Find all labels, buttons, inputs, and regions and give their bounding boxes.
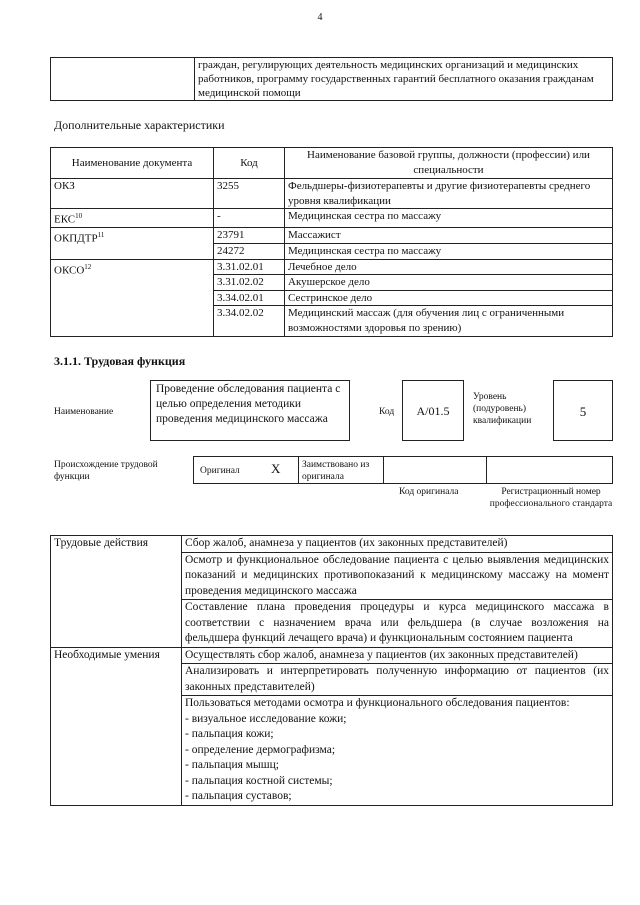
section-title: 3.1.1. Трудовая функция <box>54 354 186 368</box>
table-row <box>51 536 613 553</box>
table-row <box>51 228 613 244</box>
code-cell: - <box>214 209 285 228</box>
original-mark: X <box>271 461 281 476</box>
empty-cell <box>51 58 195 101</box>
code-label: Код <box>379 407 395 417</box>
level-label: Уровень (подуровень) квалификации <box>473 392 532 426</box>
name-cell: Фельдшеры-физиотерапевты и другие физиотерапевты среднего уровня квалификации <box>285 179 613 209</box>
continued-text: граждан, регулирующих деятельность медицинских организаций и медицинских работников, программу государственных гарантий бесплатного оказания гражданам медицинской помощи <box>195 58 613 101</box>
action-item: Сбор жалоб, анамнеза у пациентов (их законных представителей) <box>182 536 613 553</box>
code-cell: 23791 <box>214 228 285 244</box>
name-label: Наименование <box>54 407 114 417</box>
doc-okpdtr: ОКПДТР$^{11}$ <box>51 228 214 259</box>
skill-item: Осуществлять сбор жалоб, анамнеза у пациентов (их законных представителей) <box>182 647 613 664</box>
actions-label: Трудовые действия <box>51 536 182 648</box>
action-item: Составление плана проведения процедуры и курса медицинского массажа в соответствии с назначением врача или фельдшера (в случае возложения на фельдшера функций лечащего врача) и функциональным состоянием пациента <box>182 600 613 648</box>
additional-table <box>50 147 613 337</box>
header-code: Код <box>214 148 285 179</box>
function-code: A/01.5 <box>402 380 464 441</box>
code-cell: 3.34.02.02 <box>214 306 285 336</box>
list-item: - визуальное исследование кожи; <box>185 712 347 725</box>
details-table <box>50 535 613 806</box>
code-cell: 3.31.02.02 <box>214 275 285 291</box>
divider <box>298 456 299 484</box>
header-name: Наименование базовой группы, должности (профессии) или специальности <box>285 148 613 179</box>
table-row <box>51 209 613 228</box>
doc-okz: ОКЗ <box>51 179 214 209</box>
continued-table <box>50 57 613 101</box>
original-label: Оригинал <box>200 466 240 476</box>
action-item: Осмотр и функциональное обследование пациента с целью выявления медицинских показаний и медицинских противопоказаний к медицинскому массажу на момент проведения медицинского массажа <box>182 552 613 600</box>
name-cell: Акушерское дело <box>285 275 613 291</box>
origin-box <box>193 456 613 484</box>
name-cell: Медицинский массаж (для обучения лиц с ограниченными возможностями здоровья по зрению) <box>285 306 613 336</box>
skill-item <box>182 696 613 806</box>
name-cell: Массажист <box>285 228 613 244</box>
origin-label: Происхождение трудовой функции <box>54 460 158 482</box>
function-name: Проведение обследования пациента с целью определения методики проведения медицинского массажа <box>150 380 350 441</box>
list-item: - пальпация суставов; <box>185 790 292 802</box>
code-cell: 3.34.02.01 <box>214 290 285 306</box>
list-item: - пальпация мышц; <box>185 759 279 771</box>
doc-eks: ЕКС$^{10}$ <box>51 209 214 228</box>
list-item: - пальпация костной системы; <box>185 774 333 787</box>
divider <box>486 456 487 484</box>
level-value: 5 <box>553 380 613 441</box>
code-cell: 24272 <box>214 244 285 260</box>
additional-title: Дополнительные характеристики <box>54 118 225 132</box>
list-item: - пальпация кожи; <box>185 728 274 740</box>
name-cell: Медицинская сестра по массажу <box>285 244 613 260</box>
list-item: - определение дермографизма; <box>185 743 336 756</box>
divider <box>383 456 384 484</box>
page-number: 4 <box>317 12 323 23</box>
skill-item: Анализировать и интерпретировать полученную информацию от пациентов (их законных представителей) <box>182 664 613 696</box>
borrowed-label: Заимствовано из оригинала <box>302 460 370 482</box>
skill-intro: Пользоваться методами осмотра и функционального обследования пациентов: <box>185 697 570 709</box>
reg-number-label: Регистрационный номер профессионального стандарта <box>489 487 613 509</box>
name-cell: Лечебное дело <box>285 259 613 275</box>
name-cell: Сестринское дело <box>285 290 613 306</box>
code-cell: 3.31.02.01 <box>214 259 285 275</box>
table-row <box>51 259 613 275</box>
skills-label: Необходимые умения <box>51 647 182 805</box>
header-doc: Наименование документа <box>51 148 214 179</box>
table-row <box>51 179 613 209</box>
doc-okso: ОКСО$^{12}$ <box>51 259 214 336</box>
name-cell: Медицинская сестра по массажу <box>285 209 613 228</box>
table-row <box>51 647 613 664</box>
orig-code-label: Код оригинала <box>399 487 459 497</box>
code-cell: 3255 <box>214 179 285 209</box>
